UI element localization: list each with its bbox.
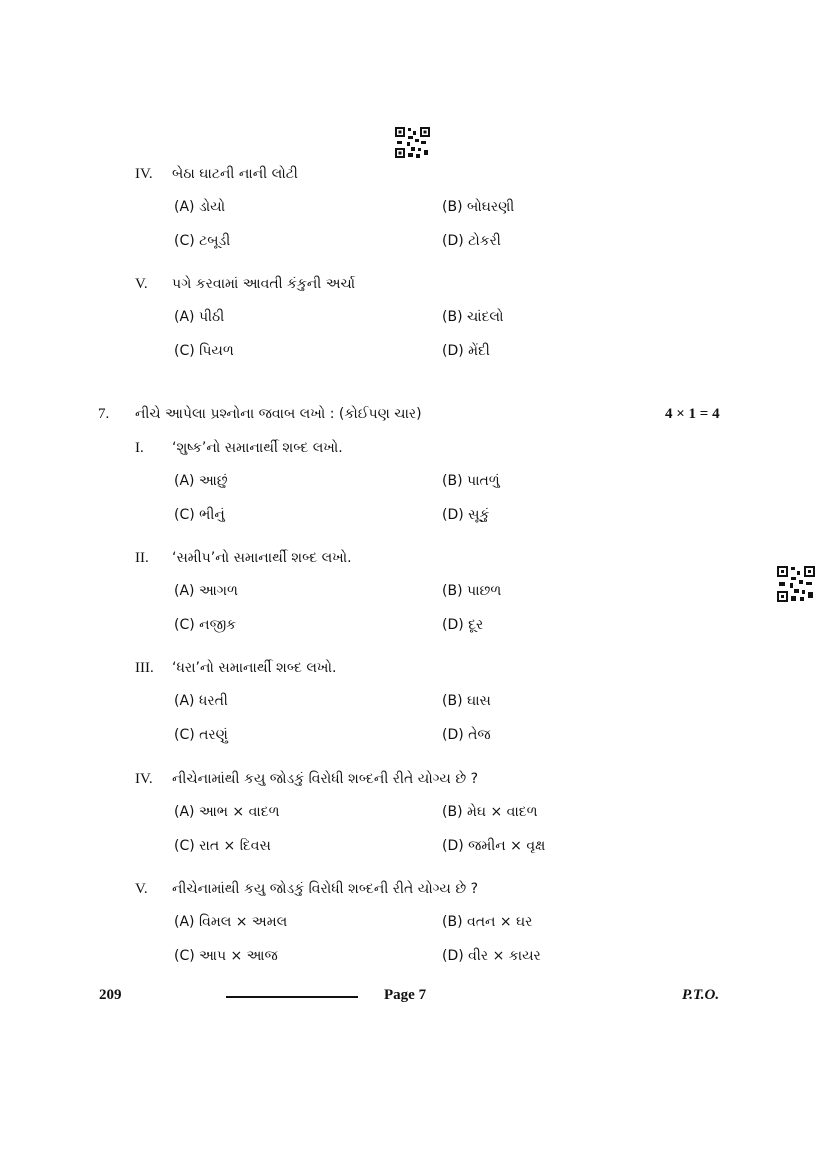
option-b: (B) મેઘ × વાદળ <box>442 804 538 820</box>
option-c: (C) ભીનું <box>174 507 225 523</box>
option-b: (B) ચાંદલો <box>442 309 504 325</box>
page-number: Page 7 <box>384 987 427 1003</box>
question-7-number: 7. <box>98 406 110 422</box>
paper-code: 209 <box>99 987 122 1003</box>
option-b: (B) વતન × ઘર <box>442 914 533 930</box>
option-c: (C) પિયળ <box>174 343 234 359</box>
option-c: (C) તરણું <box>174 727 228 743</box>
option-a: (A) આગળ <box>174 583 238 599</box>
qr-code-icon-top <box>394 126 432 160</box>
question-number: I. <box>135 440 144 456</box>
question-7-marks: 4 × 1 = 4 <box>665 406 720 422</box>
option-a: (A) પીઠી <box>174 309 225 325</box>
question-text: ‘શુષ્ક’નો સમાનાર્થી શબ્દ લખો. <box>172 440 343 456</box>
question-number: III. <box>135 660 154 676</box>
option-b: (B) પાતળું <box>442 473 500 489</box>
option-a: (A) આછું <box>174 473 228 489</box>
qr-code-icon-side <box>776 565 816 603</box>
option-c: (C) ટબૂડી <box>174 233 231 249</box>
option-a: (A) વિમલ × અમલ <box>174 914 288 930</box>
question-number: V. <box>135 881 148 897</box>
option-b: (B) પાછળ <box>442 583 502 599</box>
footer-rule <box>226 996 358 998</box>
pto-label: P.T.O. <box>682 987 720 1003</box>
question-text: ‘ધરા’નો સમાનાર્થી શબ્દ લખો. <box>172 660 337 676</box>
option-d: (D) સૂકું <box>442 507 490 523</box>
option-c: (C) નજીક <box>174 617 237 633</box>
option-d: (D) મેંદી <box>442 343 490 359</box>
question-text: નીચેનામાંથી કયુ જોડકું વિરોધી શબ્દની રીતે યોગ્ય છે ? <box>172 881 479 897</box>
question-7-text: નીચે આપેલા પ્રશ્નોના જવાબ લખો : (કોઈપણ ચાર) <box>135 406 422 422</box>
question-text: પગે કરવામાં આવતી કંકુની અર્ચા <box>172 276 356 292</box>
option-a: (A) ડોયો <box>174 199 226 215</box>
option-a: (A) ધરતી <box>174 693 228 709</box>
question-number: IV. <box>135 166 153 182</box>
option-d: (D) વીર × કાયર <box>442 948 541 964</box>
option-c: (C) રાત × દિવસ <box>174 838 271 854</box>
question-text: ‘સમીપ’નો સમાનાર્થી શબ્દ લખો. <box>172 550 352 566</box>
option-d: (D) દૂર <box>442 617 484 633</box>
question-number: II. <box>135 550 149 566</box>
question-number: IV. <box>135 771 153 787</box>
option-c: (C) આપ × આજ <box>174 948 278 964</box>
option-d: (D) જમીન × વૃક્ષ <box>442 838 546 854</box>
option-b: (B) ઘાસ <box>442 693 491 709</box>
option-a: (A) આભ × વાદળ <box>174 804 280 820</box>
option-d: (D) તેજ <box>442 727 491 743</box>
question-text: નીચેનામાંથી કયુ જોડકું વિરોધી શબ્દની રીતે યોગ્ય છે ? <box>172 771 479 787</box>
option-d: (D) ટોકરી <box>442 233 501 249</box>
question-text: બેઠા ઘાટની નાની લોટી <box>172 166 298 182</box>
question-number: V. <box>135 276 148 292</box>
option-b: (B) બોઘરણી <box>442 199 515 215</box>
